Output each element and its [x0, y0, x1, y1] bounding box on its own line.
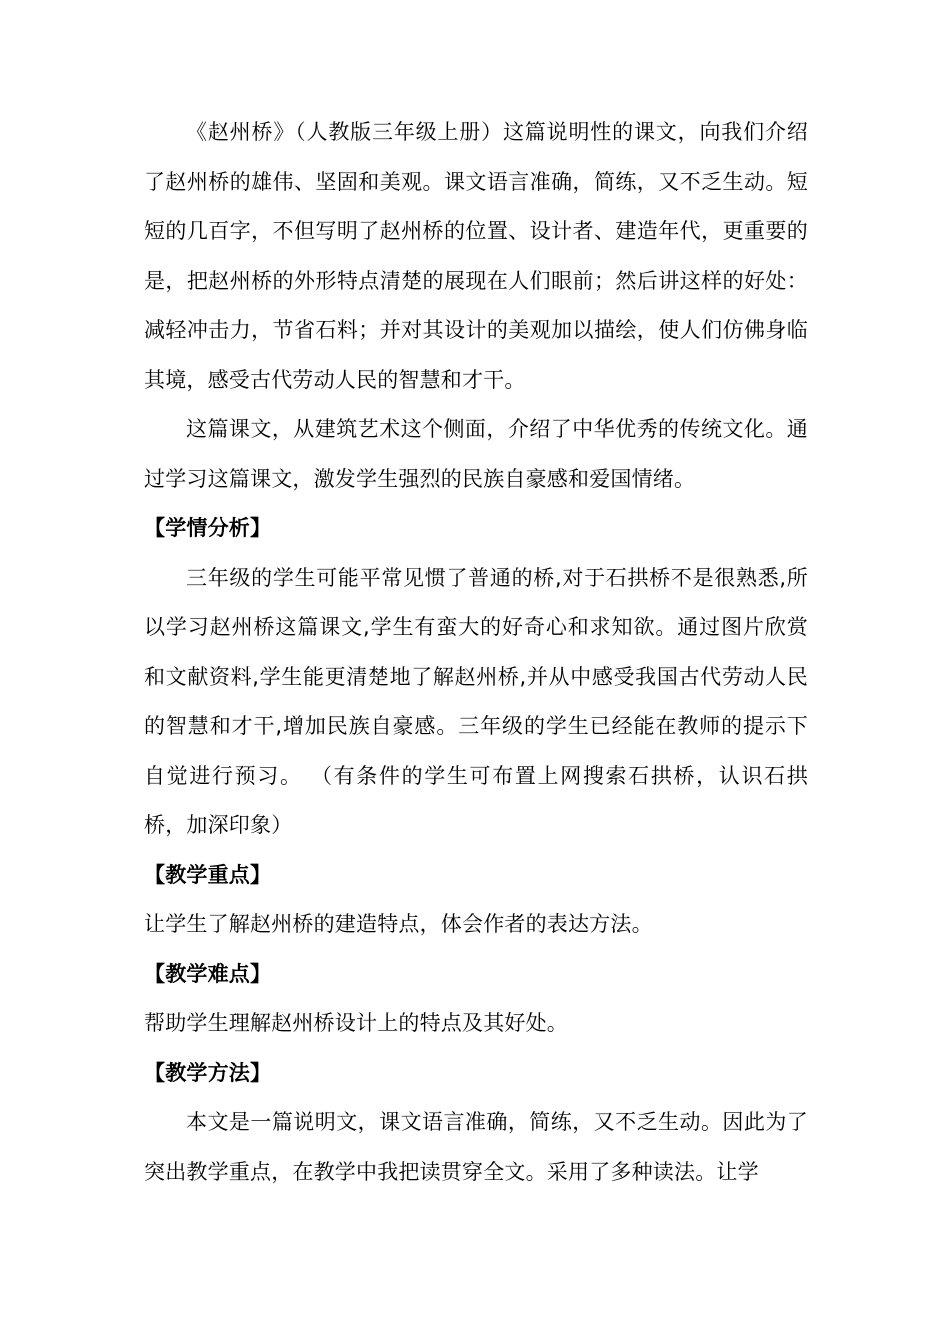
difficult-points-paragraph: 帮助学生理解赵州桥设计上的特点及其好处。 — [144, 1011, 568, 1035]
methods-paragraph: 本文是一篇说明文，课文语言准确，简练，又不乏生动。因此为了突出教学重点，在教学中我把读贯穿全文。采用了多种读法。让学 — [144, 1110, 808, 1184]
section-heading-key-points: 【教学重点】 — [144, 862, 272, 887]
student-analysis-paragraph: 三年级的学生可能平常见惯了普通的桥,对于石拱桥不是很熟悉,所以学习赵州桥这篇课文,学生有蛮大的好奇心和求知欲。通过图片欣赏和文献资料,学生能更清楚地了解赵州桥,并从中感受我国古代劳动人民的智慧和才干,增加民族自豪感。三年级的学生已经能在教师的提示下自觉进行预习。 （有条件的学生可布置上网搜索石拱桥，认识石拱桥，加深印象） — [144, 565, 808, 837]
section-heading-methods: 【教学方法】 — [144, 1060, 272, 1085]
intro-paragraph-1: 《赵州桥》（人教版三年级上册）这篇说明性的课文，向我们介绍了赵州桥的雄伟、坚固和美观。课文语言准确，简练，又不乏生动。短短的几百字，不但写明了赵州桥的位置、设计者、建造年代，更重要的是，把赵州桥的外形特点清楚的展现在人们眼前；然后讲这样的好处：减轻冲击力，节省石料；并对其设计的美观加以描绘，使人们仿佛身临其境，感受古代劳动人民的智慧和才干。 — [144, 120, 808, 392]
section-heading-difficult-points: 【教学难点】 — [144, 961, 272, 986]
document-page — [144, 108, 808, 1197]
section-heading-student-analysis: 【学情分析】 — [144, 516, 272, 540]
intro-paragraph-2: 这篇课文，从建筑艺术这个侧面，介绍了中华优秀的传统文化。通过学习这篇课文，激发学生强烈的民族自豪感和爱国情绪。 — [144, 417, 808, 491]
key-points-paragraph: 让学生了解赵州桥的建造特点，体会作者的表达方法。 — [144, 912, 653, 936]
